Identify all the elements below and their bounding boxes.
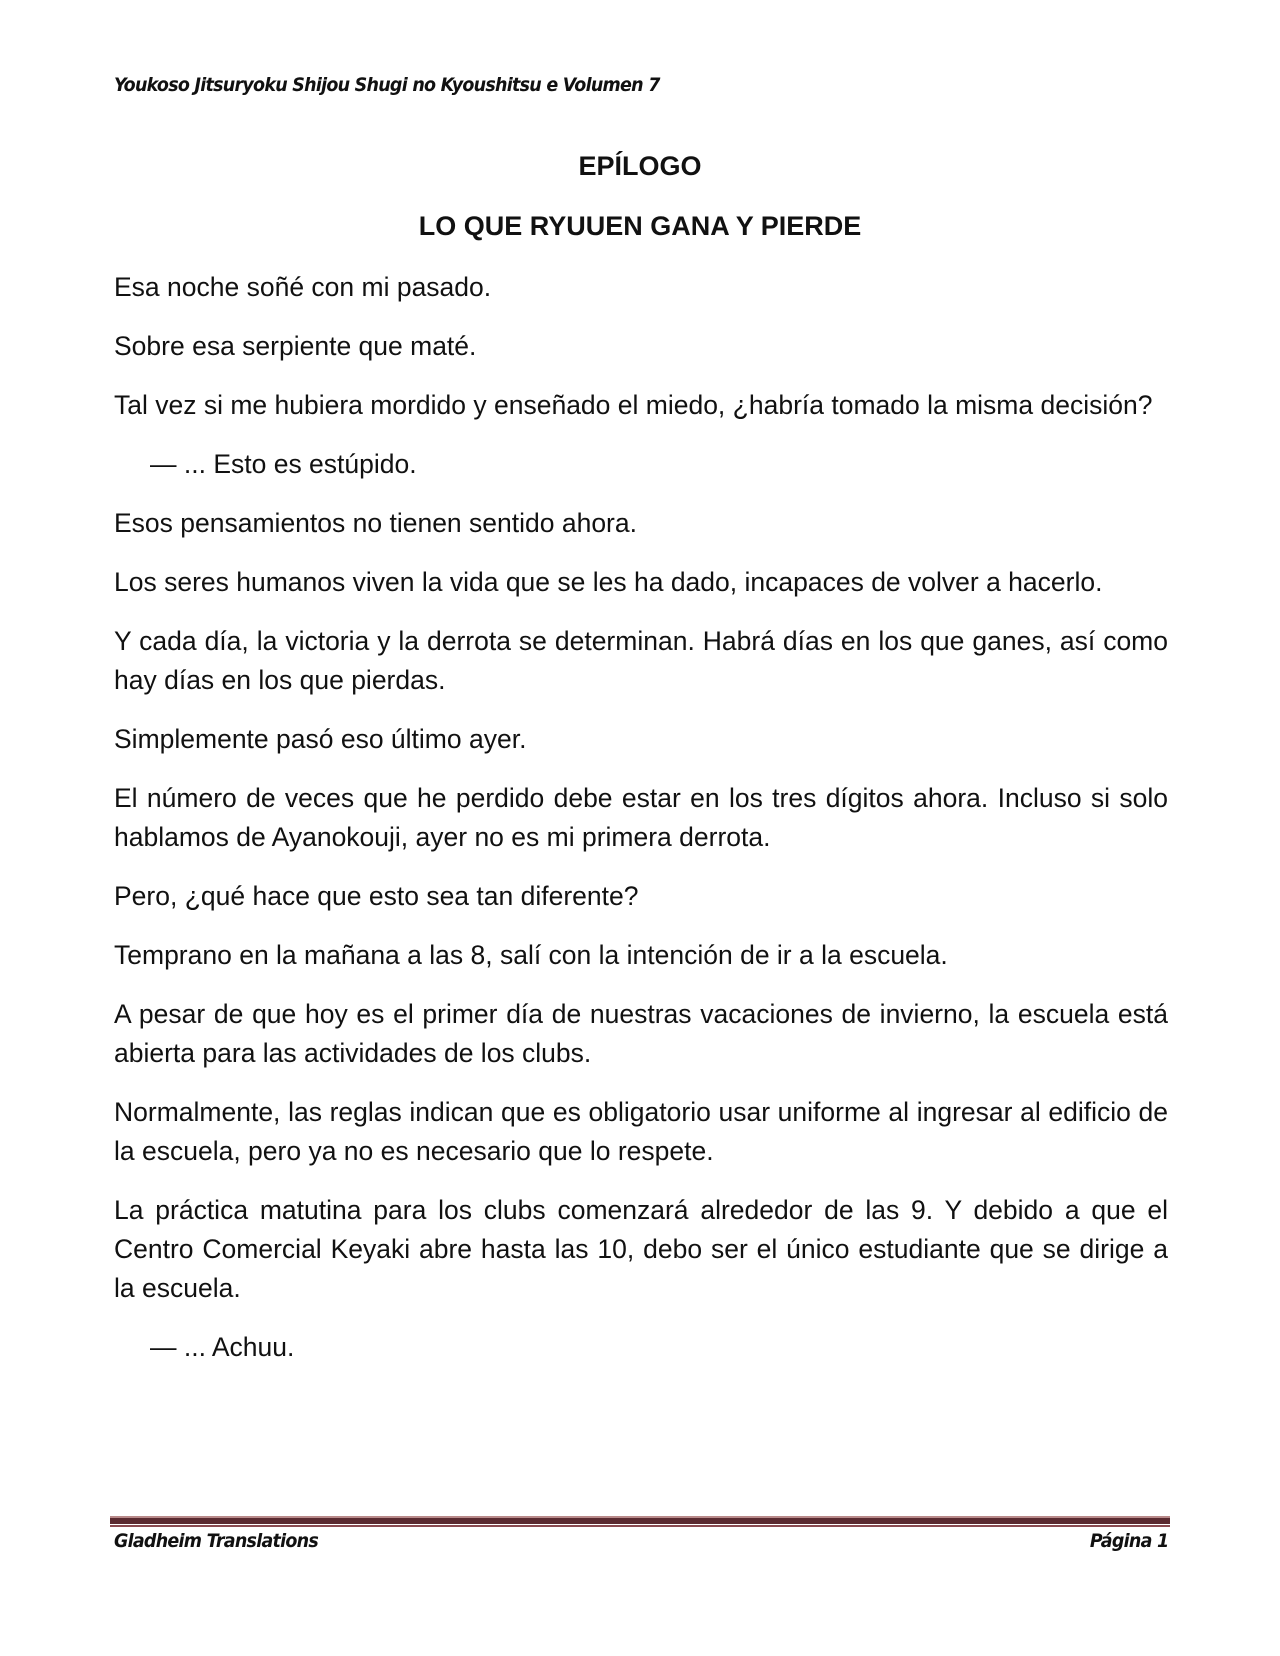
paragraph: Esos pensamientos no tienen sentido ahora. bbox=[114, 508, 637, 538]
paragraph: Sobre esa serpiente que maté. bbox=[114, 331, 477, 361]
footer-rule-lower bbox=[110, 1525, 1170, 1527]
paragraph: Tal vez si me hubiera mordido y enseñado el miedo, ¿habría tomado la misma decisión? bbox=[114, 390, 1153, 420]
paragraph: A pesar de que hoy es el primer día de nuestras vacaciones de invierno, la escuela está abierta para las actividades de los clubs. bbox=[114, 999, 1168, 1068]
paragraph: El número de veces que he perdido debe estar en los tres dígitos ahora. Incluso si solo hablamos de Ayanokouji, ayer no es mi primera derrota. bbox=[114, 783, 1168, 852]
body-text bbox=[114, 268, 1168, 1387]
paragraph: Simplemente pasó eso último ayer. bbox=[114, 724, 527, 754]
chapter-title: LO QUE RYUUEN GANA Y PIERDE bbox=[418, 211, 862, 241]
paragraph: Los seres humanos viven la vida que se les ha dado, incapaces de volver a hacerlo. bbox=[114, 567, 1103, 597]
chapter-label: EPÍLOGO bbox=[578, 151, 702, 181]
paragraph: La práctica matutina para los clubs comenzará alrededor de las 9. Y debido a que el Centro Comercial Keyaki abre hasta las 10, debo ser el único estudiante que se dirige a la escuela. bbox=[114, 1195, 1168, 1303]
running-header: Youkoso Jitsuryoku Shijou Shugi no Kyoushitsu e Volumen 7 bbox=[114, 74, 660, 96]
footer-publisher: Gladheim Translations bbox=[114, 1530, 319, 1552]
dialogue-line: — ... Esto es estúpido. bbox=[150, 449, 417, 479]
paragraph: Esa noche soñé con mi pasado. bbox=[114, 272, 492, 302]
footer-rule-thick bbox=[110, 1518, 1170, 1524]
footer-page-number: Página 1 bbox=[1089, 1530, 1168, 1552]
paragraph: Y cada día, la victoria y la derrota se determinan. Habrá días en los que ganes, así como hay días en los que pierdas. bbox=[114, 626, 1168, 695]
paragraph: Pero, ¿qué hace que esto sea tan diferente? bbox=[114, 881, 639, 911]
paragraph: Temprano en la mañana a las 8, salí con la intención de ir a la escuela. bbox=[114, 940, 948, 970]
dialogue-line: — ... Achuu. bbox=[150, 1332, 295, 1362]
paragraph: Normalmente, las reglas indican que es obligatorio usar uniforme al ingresar al edificio de la escuela, pero ya no es necesario que lo respete. bbox=[114, 1097, 1168, 1166]
